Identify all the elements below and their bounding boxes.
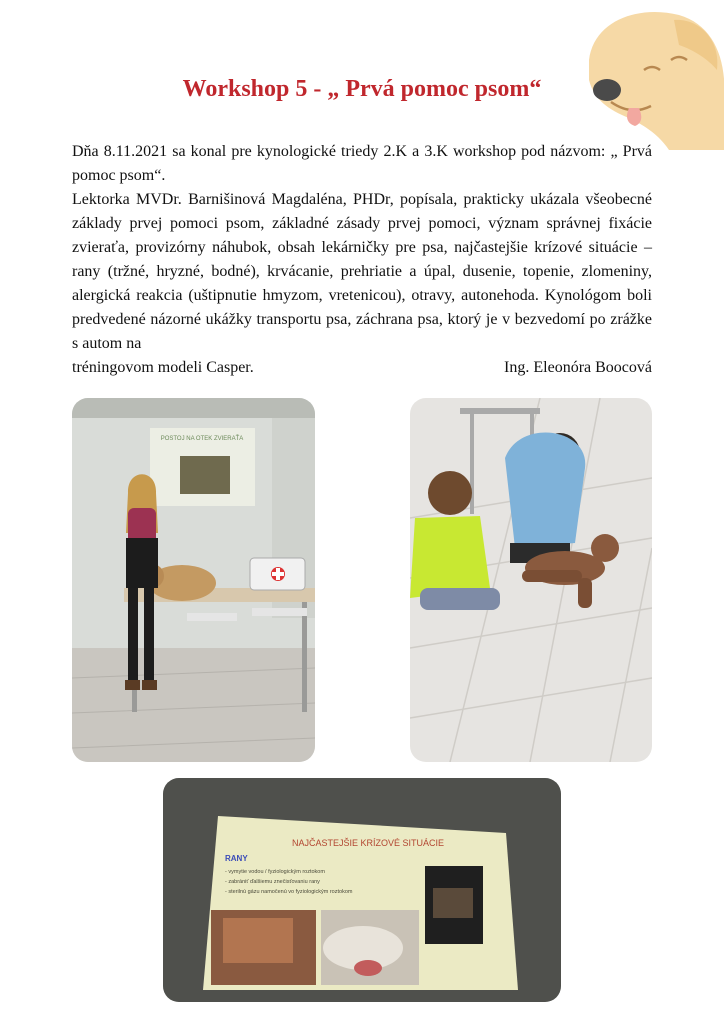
last-line-text: tréningovom modeli Casper. [72,359,254,376]
article-body [72,140,652,380]
slide-bullet: - zabrániť ďalšiemu znečisťovaniu rany [225,879,320,885]
description-paragraph: Lektorka MVDr. Barnišinová Magdaléna, PHDr, popísala, prakticky ukázala všeobecné základy prvej pomoci psom, základné zásady prvej pomoci, význam správnej fixácie zvieraťa, provizórny náhubok, obsah lekárničky pre psa, najčastejšie krízové situácie – rany (tržné, hryzné, bodné), krvácanie, prehriatie a úpal, dusenie, topenie, zlomeniny, alergická reakcia (uštipnutie hmyzom, vretenicou), otravy, autonehoda. Kynológom boli predvedené názorné ukážky transportu psa, záchrana psa, ktorý je v bezvedomí po zrážke s autom na [72,191,652,352]
author-signature: Ing. Eleonóra Boocová [504,359,652,376]
slide-heading: RANY [225,854,248,863]
intro-paragraph: Dňa 8.11.2021 sa konal pre kynologické triedy 2.K a 3.K workshop pod názvom: „ Prvá pomoc psom“. [72,143,652,184]
photo-lecture [72,398,315,762]
slide-bullet: - sterilnú gázu namočenú vo fyziologickým roztokom [225,889,353,895]
slide-title: NAJČASTEJŠIE KRÍZOVÉ SITUÁCIE [291,838,445,848]
photo1-slide-title: POSTOJ NA OTEK ZVIERAŤA [160,436,244,442]
dog-illustration-icon [549,0,724,150]
page-title: Workshop 5 - „ Prvá pomoc psom“ [182,76,542,102]
photo-cpr-demo [410,398,652,762]
slide-bullet: - vymytie vodou / fyziologickým roztokom [225,869,325,875]
signature-line [72,356,652,380]
photo-slide-wounds [163,778,561,1002]
